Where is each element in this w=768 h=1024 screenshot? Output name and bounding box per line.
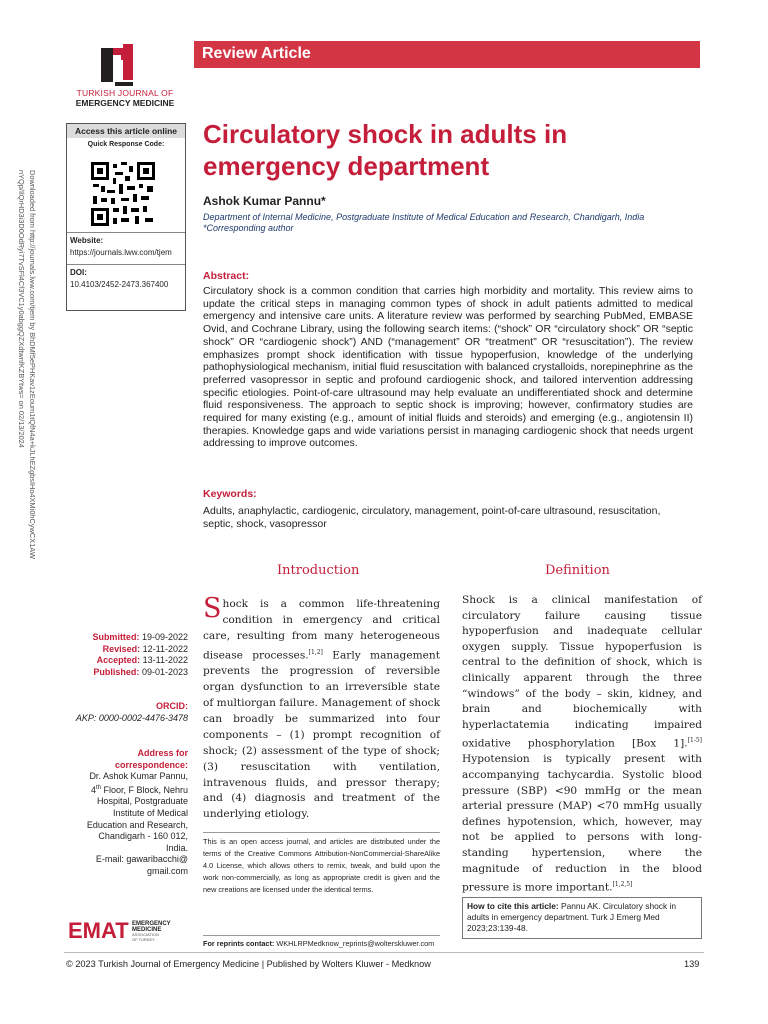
date-published: [70, 667, 188, 679]
footer-copyright: © 2023 Turkish Journal of Emergency Medicine | Published by Wolters Kluwer - Medknow: [66, 959, 431, 969]
access-box-heading: Access this article online: [67, 124, 185, 138]
keywords-heading: Keywords:: [203, 488, 257, 500]
access-article-box: [66, 123, 186, 311]
address-floor-suffix: th: [95, 784, 101, 791]
affiliation-text: Department of Internal Medicine, Postgraduate Institute of Medical Education and Research, Chandigarh, India: [203, 212, 645, 222]
definition-ref-b[interactable]: [1,2,5]: [612, 881, 633, 889]
keywords-body: Adults, anaphylactic, cardiogenic, circulatory, management, point-of-care ultrasound, resuscitation, septic, shock, vasopressor: [203, 505, 661, 530]
introduction-heading: Introduction: [277, 563, 360, 578]
date-value: 12-11-2022: [142, 643, 188, 654]
intro-text-a: hock is a common life-threatening condition in emergency and critical care, resulting from many heterogeneous disease processes.: [203, 598, 440, 662]
website-label: Website:: [70, 236, 104, 245]
download-watermark: [0, 170, 40, 670]
article-type-banner: [194, 41, 700, 68]
definition-ref-a[interactable]: [1-5]: [687, 737, 702, 745]
orcid-block: [60, 701, 188, 724]
citation-label: How to cite this article:: [467, 901, 559, 911]
address-line: Education and Research,: [86, 819, 188, 830]
reprints-label: For reprints contact:: [203, 939, 275, 948]
definition-heading: Definition: [545, 563, 610, 578]
definition-text: [462, 593, 702, 896]
abstract-body: Circulatory shock is a common condition that carries high morbidity and mortality. This review aims to update the critical steps in managing common types of shock in adult patients admitted to medical emergency and intensive care units. A literature review was performed by searching PubMed, EMBASE Ovid, and Cochrane Library, using the following search items: (“shock” OR “circulatory shock” OR “septic shock” OR “cardiogenic shock”) AND (“management” OR “treatment” OR “resuscitation”). The review emphasizes prompt shock identification with tissue hypoperfusion, knowledge of the underlying pathophysiological mechanism, initial fluid resuscitation with balanced crystalloids, norepinephrine as the preferred vasopressor in septic and profound cardiogenic shock, and tailored intervention addressing specific etiologies. Point-of-care ultrasound may help evaluate an undifferentiated shock and determine fluid responsiveness. The approach to septic shock is improving; however, confirmatory studies are required for many existing (e.g., amount of initial fluids and steroids) and emerging (e.g., angiotensin II) therapies. Knowledge gaps and wide variations persist in managing cardiogenic shock that needs urgent addressing to improve outcomes.: [203, 285, 693, 450]
article-type-label: Review Article: [202, 45, 311, 62]
footer-divider: [64, 952, 704, 953]
qr-label: Quick Response Code:: [87, 141, 165, 148]
citation-box: [462, 897, 702, 939]
date-value: 13-11-2022: [142, 655, 188, 666]
emat-mark: EMAT: [68, 918, 129, 943]
address-floor-text: Floor, F Block, Nehru: [100, 784, 188, 795]
intro-text-b: Early management prevents the progression of reversible organ dysfunction to an irreversible state of multiorgan failure. Management of shock can broadly be summarized into four components – (1) prompt recognition of shock; (2) assessment of the type of shock; (3) resuscitation with ventilation, intravenous fluids, and pressor therapy; and (4) diagnosis and treatment of the underlying etiology.: [203, 649, 440, 821]
correspondence-address: [70, 748, 188, 878]
date-label: Submitted:: [92, 632, 140, 642]
page-number: 139: [684, 959, 700, 969]
open-access-notice: This is an open access journal, and articles are distributed under the terms of the Creative Commons Attribution-NonCommercial-ShareAlike 4.0 License, which allows others to remix, tweak, and build upon the work non-commercially, as long as appropriate credit is given and the new creations are licensed under the identical terms.: [203, 832, 440, 896]
emat-text-l3: ASSOCIATION: [132, 932, 160, 937]
address-line: Dr. Ashok Kumar Pannu,: [89, 771, 188, 782]
author-affiliation: [203, 212, 703, 234]
doi-label: DOI:: [70, 268, 87, 277]
address-line: Institute of Medical: [112, 807, 188, 818]
article-dates: [70, 632, 188, 678]
date-value: 09-01-2023: [141, 666, 188, 677]
introduction-text: [203, 593, 440, 823]
address-heading-line1: Address for: [137, 748, 188, 758]
address-heading-line2: correspondence:: [114, 759, 188, 770]
definition-text-a: Shock is a clinical manifestation of circulatory failure causing tissue hypoperfusion and inadequate cellular oxygen supply. Tissue hypoperfusion is central to the definition of shock, which is clinically apparent through the three “windows” of the body – skin, kidney, and brain and biochemically with hyperlactatemia indicating impaired oxidative phosphorylation [Box 1].: [462, 594, 702, 750]
watermark-line1: Downloaded from http://journals.lww.com/tjem by BhDMf5ePHKav1zEoum1tQfN4a+kJLhEZgbsIHo4XMi0hCywCX1AW: [28, 170, 37, 559]
address-floor-number: 4: [90, 784, 96, 795]
definition-text-b: Hypotension is typically present with accompanying tachycardia. Systolic blood pressure (SBP) <90 mmHg or the mean arterial pressure (MAP) <70 mmHg usually defines hypotension, which, however, may not be applied to persons with long-standing hypertension, where the magnitude of reduction in the blood pressure is more important.: [462, 753, 702, 894]
emat-logo-icon: [68, 916, 188, 946]
orcid-value[interactable]: AKP: 0000-0002-4476-3478: [75, 712, 188, 723]
qr-code-icon[interactable]: [91, 162, 155, 226]
date-label: Revised:: [102, 643, 141, 654]
date-revised: [70, 644, 188, 656]
address-email-line2[interactable]: gmail.com: [146, 865, 188, 876]
doi-value[interactable]: 10.4103/2452-2473.367400: [70, 280, 169, 289]
date-submitted: [70, 632, 188, 644]
date-label: Published:: [93, 666, 140, 677]
date-accepted: [70, 655, 188, 667]
abstract-heading: Abstract:: [203, 270, 250, 282]
journal-name-line2: EMERGENCY MEDICINE: [75, 98, 175, 108]
emat-text-l1: EMERGENCY: [132, 921, 171, 927]
author-name: Ashok Kumar Pannu*: [203, 194, 326, 208]
corresponding-note: *Corresponding author: [203, 223, 294, 233]
address-line: Chandigarh - 160 012,: [98, 831, 188, 842]
date-label: Accepted:: [96, 655, 141, 666]
address-line: India.: [165, 842, 188, 853]
journal-name-line1: TURKISH JOURNAL OF: [76, 88, 174, 98]
reprints-email[interactable]: WKHLRPMedknow_reprints@wolterskluwer.com: [276, 939, 435, 948]
emat-text-l4: OF TURKEY: [132, 937, 155, 942]
address-line: Hospital, Postgraduate: [96, 796, 188, 807]
orcid-label: ORCID:: [156, 701, 188, 711]
article-title: Circulatory shock in adults in emergency department: [203, 119, 568, 181]
date-value: 19-09-2022: [141, 632, 188, 642]
journal-logo-icon: [97, 42, 143, 88]
intro-ref-a[interactable]: [1,2]: [308, 648, 323, 656]
drop-cap: S: [203, 593, 222, 624]
journal-name: [70, 88, 180, 108]
address-email-line1[interactable]: E-mail: gawaribacchi@: [95, 854, 188, 865]
address-line: [70, 783, 188, 797]
emat-text-l2: MEDICINE: [132, 927, 162, 933]
citation-text: Pannu AK. Circulatory shock in adults in emergency department. Turk J Emerg Med 2023;23:139-48.: [467, 901, 676, 933]
watermark-line2: nYQp/IlQrHD3i3D0OdRyi7TvSFl4Cf3VC1y0abggQZXdtwnfKZBYtws= on 02/13/2024: [17, 170, 26, 448]
reprints-contact: [203, 935, 440, 948]
website-link[interactable]: https://journals.lww.com/tjem: [70, 248, 172, 257]
